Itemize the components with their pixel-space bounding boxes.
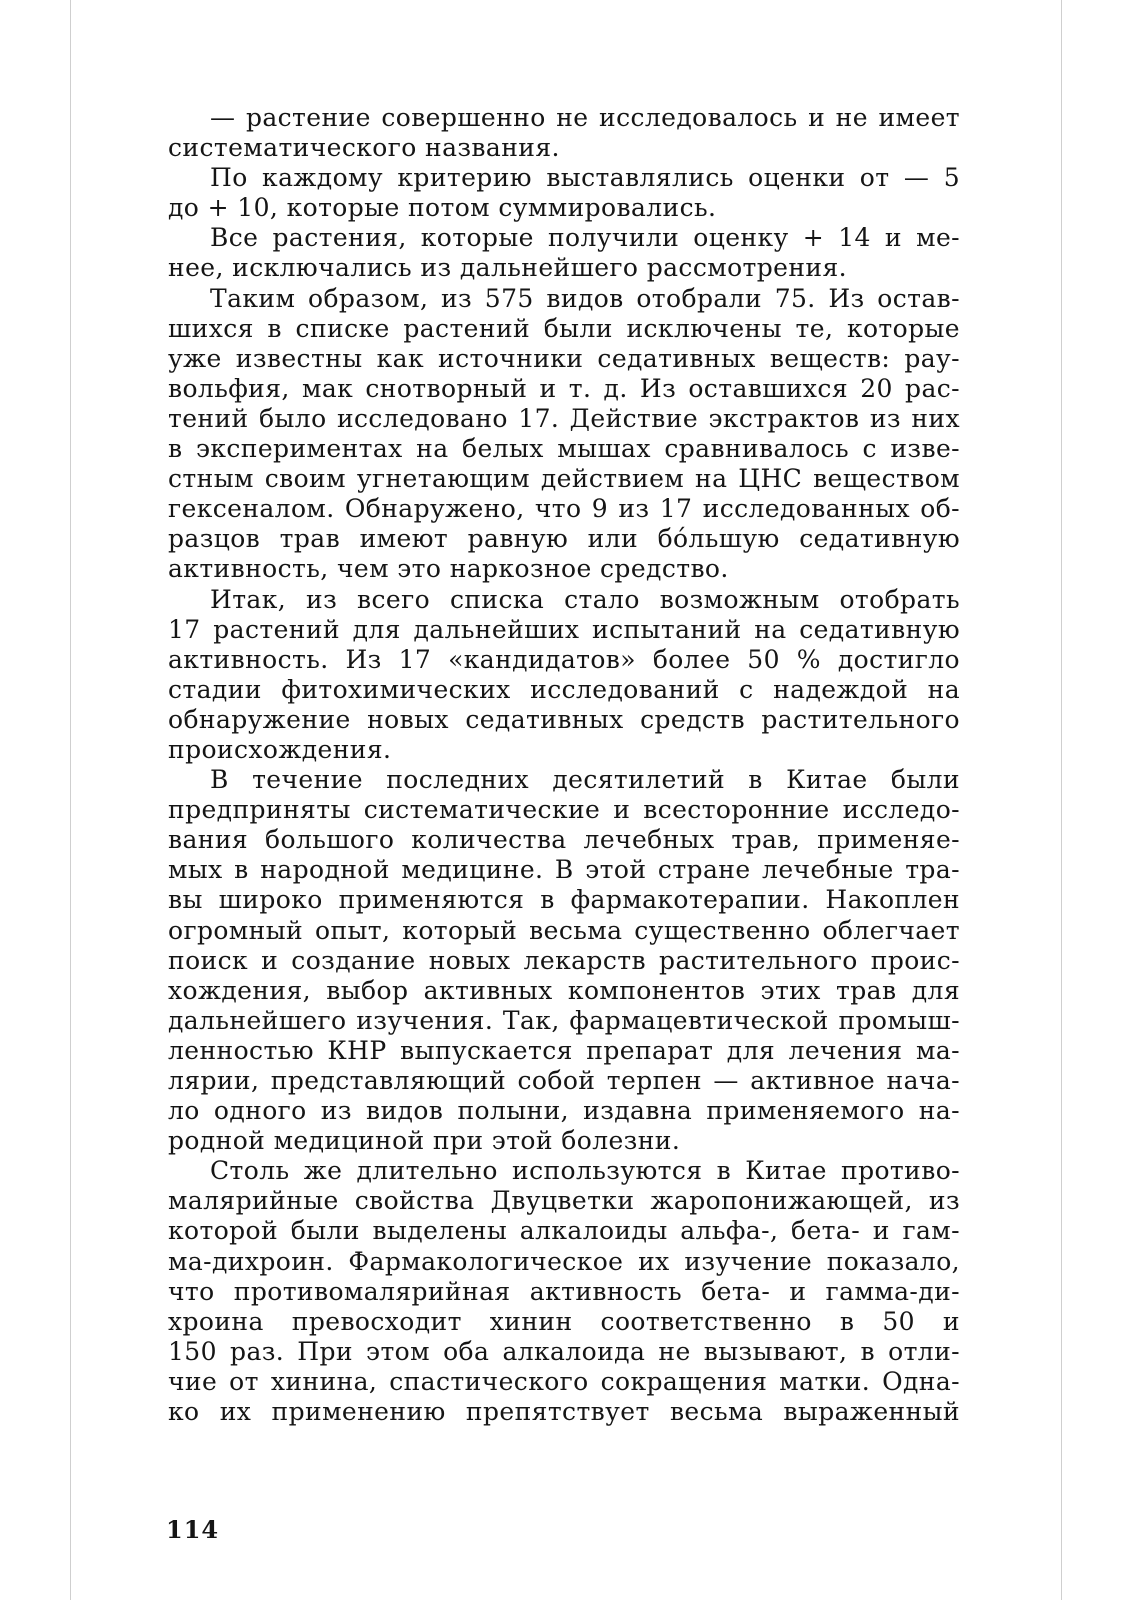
text-line: что противомалярийная активность бета- и гамма-ди- bbox=[168, 1276, 960, 1306]
text-line: активность. Из 17 «кандидатов» более 50 % достигло bbox=[168, 644, 960, 674]
text-line: разцов трав имеют равную или бо́льшую седативную bbox=[168, 524, 960, 554]
text-line: мых в народной медицине. В этой стране лечебные тра- bbox=[168, 855, 960, 885]
text-line: обнаружение новых седативных средств растительного bbox=[168, 704, 960, 734]
page-number: 114 bbox=[166, 1515, 220, 1544]
text-line: тений было исследовано 17. Действие экстрактов из них bbox=[168, 403, 960, 433]
text-line: 150 раз. При этом оба алкалоида не вызывают, в отли- bbox=[168, 1336, 960, 1366]
text-line: ленностью КНР выпускается препарат для лечения ма- bbox=[168, 1035, 960, 1065]
page-body-text bbox=[168, 103, 960, 1427]
text-line: шихся в списке растений были исключены те, которые bbox=[168, 313, 960, 343]
text-line: малярийные свойства Двуцветки жаропонижающей, из bbox=[168, 1186, 960, 1216]
text-line: вания большого количества лечебных трав, применяе- bbox=[168, 825, 960, 855]
text-line: хождения, выбор активных компонентов этих трав для bbox=[168, 975, 960, 1005]
text-line: вы широко применяются в фармакотерапии. Накоплен bbox=[168, 885, 960, 915]
text-line: происхождения. bbox=[168, 734, 392, 764]
text-line: Таким образом, из 575 видов отобрали 75. Из остав- bbox=[210, 283, 960, 313]
text-line: предприняты систематические и всесторонние исследо- bbox=[168, 795, 960, 825]
text-line: гексеналом. Обнаружено, что 9 из 17 исследованных об- bbox=[168, 494, 960, 524]
text-line: уже известны как источники седативных веществ: рау- bbox=[168, 343, 960, 373]
text-line: ло одного из видов полыни, издавна применяемого на- bbox=[168, 1096, 960, 1126]
text-line: стным своим угнетающим действием на ЦНС веществом bbox=[168, 464, 960, 494]
text-line: нее, исключались из дальнейшего рассмотрения. bbox=[168, 253, 847, 283]
text-line: родной медициной при этой болезни. bbox=[168, 1126, 681, 1156]
text-line: В течение последних десятилетий в Китае были bbox=[210, 765, 960, 795]
text-line: 17 растений для дальнейших испытаний на седативную bbox=[168, 614, 960, 644]
text-line: вольфия, мак снотворный и т. д. Из оставшихся 20 рас- bbox=[168, 373, 960, 403]
text-line: Все растения, которые получили оценку + 14 и ме- bbox=[210, 223, 960, 253]
text-line: поиск и создание новых лекарств растительного проис- bbox=[168, 945, 960, 975]
text-line: Столь же длительно используются в Китае противо- bbox=[210, 1156, 960, 1186]
text-line: Итак, из всего списка стало возможным отобрать bbox=[210, 584, 960, 614]
text-line: ко их применению препятствует весьма выраженный bbox=[168, 1397, 960, 1427]
text-line: активность, чем это наркозное средство. bbox=[168, 554, 729, 584]
text-line: ма-дихроин. Фармакологическое их изучение показало, bbox=[168, 1246, 960, 1276]
text-line: до + 10, которые потом суммировались. bbox=[168, 193, 717, 223]
text-line: чие от хинина, спастического сокращения матки. Одна- bbox=[168, 1366, 960, 1396]
text-line: хроина превосходит хинин соответственно в 50 и bbox=[168, 1306, 960, 1336]
text-line: По каждому критерию выставлялись оценки от — 5 bbox=[210, 163, 960, 193]
text-line: стадии фитохимических исследований с надеждой на bbox=[168, 674, 960, 704]
text-line: лярии, представляющий собой терпен — активное нача- bbox=[168, 1066, 960, 1095]
text-line: — растение совершенно не исследовалось и не имеет bbox=[210, 103, 960, 132]
text-line: дальнейшего изучения. Так, фармацевтической промыш- bbox=[168, 1005, 960, 1035]
text-line: которой были выделены алкалоиды альфа-, бета- и гам- bbox=[168, 1216, 960, 1246]
text-line: систематического названия. bbox=[168, 133, 560, 163]
text-line: огромный опыт, который весьма существенно облегчает bbox=[168, 915, 960, 945]
text-line: в экспериментах на белых мышах сравнивалось с изве- bbox=[168, 434, 960, 464]
